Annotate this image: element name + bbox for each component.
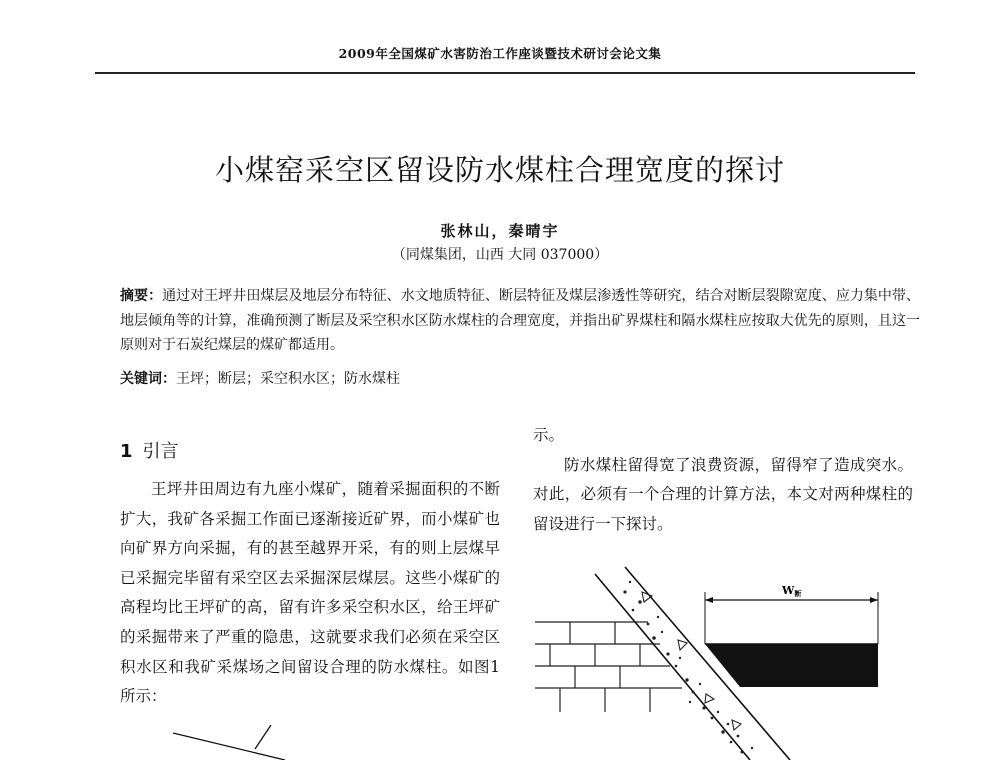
abstract-text: 通过对王坪井田煤层及地层分布特征、水文地质特征、断层特征及煤层渗透性等研究，结合对断层裂隙宽度、应力集中带、地层倾角等的计算，准确预测了断层及采空积水区防水煤柱的合理宽度，并指出矿界煤柱和隔水煤柱应按取大优先的原则，且这一原则对于石炭纪煤层的煤矿都适用。 <box>120 288 920 353</box>
coal-seam <box>705 644 878 687</box>
header-rule <box>95 72 915 74</box>
section-number: 1 <box>120 441 133 462</box>
width-label-symbol: W <box>782 584 795 597</box>
section-title: 引言 <box>142 441 179 462</box>
right-column <box>533 421 913 539</box>
authors: 张林山，秦晴宇 <box>440 222 560 240</box>
keywords-label: 关键词： <box>120 371 176 387</box>
abstract-label: 摘要： <box>120 288 163 304</box>
running-header: 2009年全国煤矿水害防治工作座谈暨技术研讨会论文集 <box>338 46 662 61</box>
keywords-text: 王坪；断层；采空积水区；防水煤柱 <box>176 371 400 387</box>
section-heading <box>120 437 179 463</box>
width-label-subscript: 断 <box>794 589 802 598</box>
width-label <box>781 584 801 598</box>
figure-line <box>255 725 271 749</box>
left-column <box>120 475 500 712</box>
abstract <box>120 284 920 358</box>
figure-line <box>173 733 285 760</box>
affiliation: （同煤集团，山西 大同 037000） <box>391 247 609 263</box>
fault-pillar-diagram <box>530 562 930 760</box>
intro-paragraph: 王坪井田周边有九座小煤矿，随着采掘面积的不断扩大，我矿各采掘工作面已逐渐接近矿界，而小煤矿也向矿界方向采掘，有的甚至越界开采，有的则上层煤早已采掘完毕留有采空区去采掘深层煤层。这些小煤矿的高程均比王坪矿的高，留有许多采空积水区，给王坪矿的采掘带来了严重的隐患，这就要求我们必须在采空区积水区和我矿采煤场之间留设合理的防水煤柱。如图1所示： <box>120 480 500 706</box>
paper-title: 小煤窑采空区留设防水煤柱合理宽度的探讨 <box>214 153 785 187</box>
figure-partial-left <box>165 725 325 760</box>
strata-bricks <box>535 622 682 712</box>
continuation-line: 示。 <box>533 426 565 444</box>
right-paragraph: 防水煤柱留得宽了浪费资源，留得窄了造成突水。对此，必须有一个合理的计算方法，本文对两种煤柱的留设进行一下探讨。 <box>533 455 913 533</box>
keywords <box>120 368 920 388</box>
